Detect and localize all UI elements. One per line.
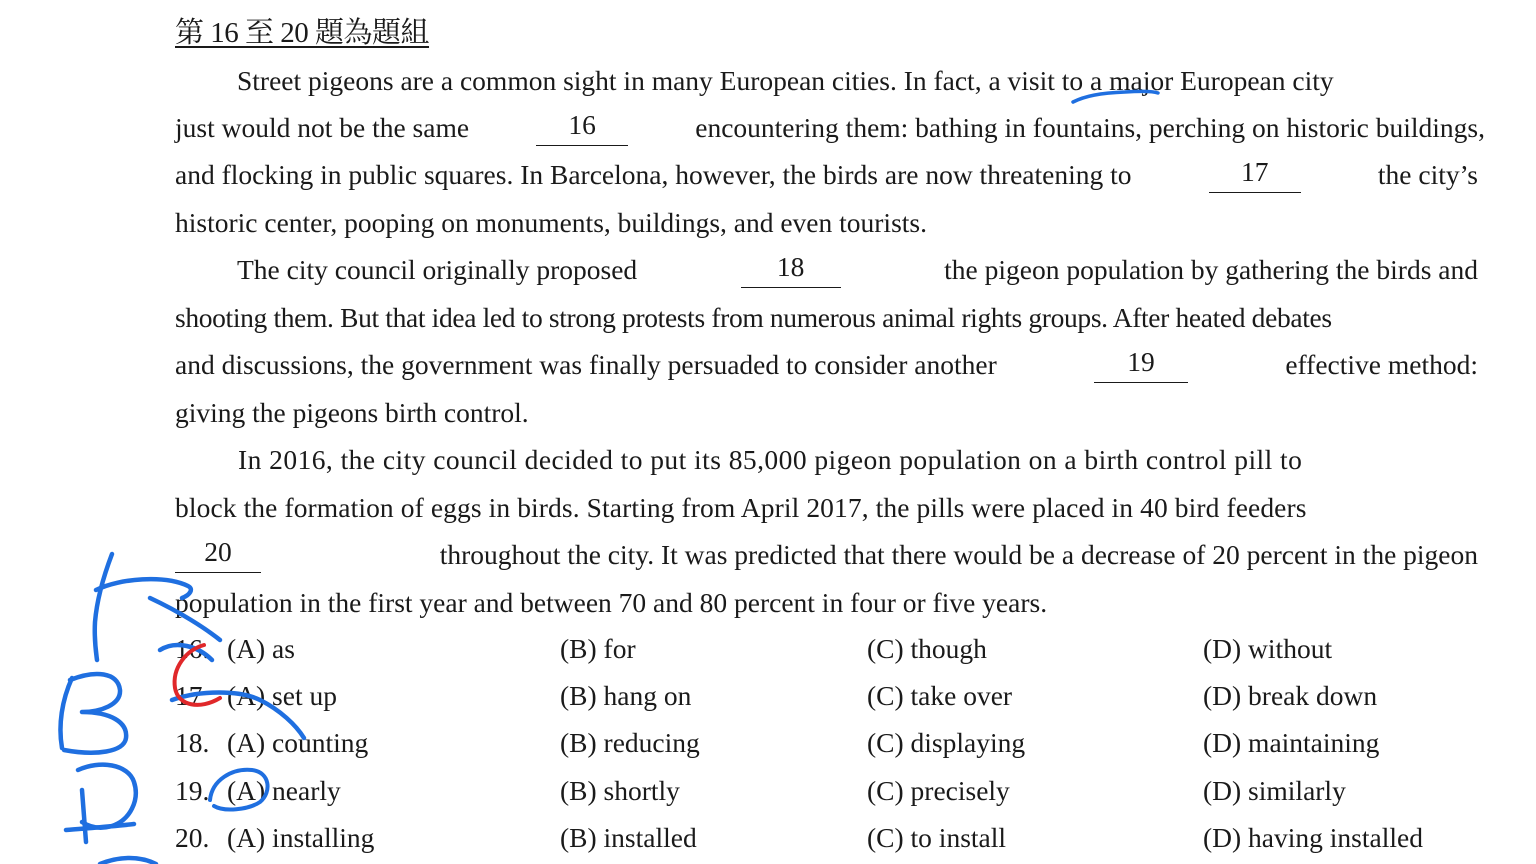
- text: Street pigeons are a common sight in many European cities. In fact, a visit to a major European city: [237, 65, 1334, 96]
- text: just would not be the same: [175, 112, 470, 143]
- paragraph-1-line-4: [175, 205, 1478, 241]
- option-a: (A) installing: [227, 822, 375, 853]
- question-19-options: [175, 773, 1505, 809]
- question-number: 18.: [175, 727, 210, 758]
- option-d: (D) without: [1203, 633, 1333, 664]
- option-b: (B) shortly: [560, 775, 680, 806]
- question-17-options: [175, 678, 1505, 714]
- option-c: (C) precisely: [867, 775, 1010, 806]
- blank-18: 18: [741, 252, 841, 288]
- option-b: (B) installed: [560, 822, 697, 853]
- option-a: (A) nearly: [227, 775, 341, 806]
- text: the pigeon population by gathering the birds and: [944, 254, 1478, 285]
- paragraph-2-line-3: [175, 347, 1478, 383]
- option-d: (D) maintaining: [1203, 727, 1380, 758]
- text: historic center, pooping on monuments, buildings, and even tourists.: [175, 207, 927, 238]
- paragraph-1-line-2: [175, 110, 1485, 146]
- blank-19: 19: [1094, 347, 1188, 383]
- paragraph-3-line-2: [175, 490, 1478, 526]
- paragraph-1-line-1: [237, 63, 1478, 99]
- option-b: (B) hang on: [560, 680, 692, 711]
- paragraph-2-line-1: [237, 252, 1478, 288]
- text: effective method:: [1285, 349, 1478, 380]
- text: the city’s: [1377, 159, 1478, 190]
- question-number: 17.: [175, 680, 210, 711]
- question-18-options: [175, 725, 1505, 761]
- paragraph-2-line-4: [175, 395, 1478, 431]
- option-c: (C) though: [867, 633, 987, 664]
- text: The city council originally proposed: [237, 254, 638, 285]
- section-heading: 第 16 至 20 題為題組: [175, 17, 430, 49]
- option-a: (A) set up: [227, 680, 337, 711]
- blank-20: 20: [175, 537, 261, 573]
- question-20-options: [175, 820, 1505, 856]
- paragraph-3-line-4: [175, 585, 1478, 621]
- text: throughout the city. It was predicted that there would be a decrease of 20 percent in the pigeon: [439, 539, 1478, 570]
- ink-letter-d: [78, 765, 136, 828]
- paragraph-2-line-2: [175, 300, 1478, 336]
- blank-16: 16: [536, 110, 628, 146]
- option-a: (A) counting: [227, 727, 369, 758]
- text: shooting them. But that idea led to strong protests from numerous animal rights groups. After heated debates: [175, 302, 1332, 333]
- question-number: 19.: [175, 775, 210, 806]
- text: population in the first year and between 70 and 80 percent in four or five years.: [175, 587, 1048, 618]
- option-c: (C) to install: [867, 822, 1007, 853]
- text: and flocking in public squares. In Barcelona, however, the birds are now threatening to: [175, 159, 1132, 190]
- option-b: (B) reducing: [560, 727, 700, 758]
- question-number: 20.: [175, 822, 210, 853]
- ink-bottom-curve: [100, 858, 156, 864]
- option-d: (D) similarly: [1203, 775, 1346, 806]
- question-number: 16.: [175, 633, 210, 664]
- text: giving the pigeons birth control.: [175, 397, 529, 428]
- text: and discussions, the government was finally persuaded to consider another: [175, 349, 997, 380]
- option-c: (C) take over: [867, 680, 1013, 711]
- paragraph-3-line-1: [238, 442, 1478, 478]
- paragraph-1-line-3: [175, 157, 1478, 193]
- ink-letter-d-stroke: [66, 790, 134, 842]
- text: block the formation of eggs in birds. Starting from April 2017, the pills were placed in 40 bird feeders: [175, 492, 1307, 523]
- blank-17: 17: [1209, 157, 1301, 193]
- ink-letter-b: [60, 674, 126, 753]
- text: In 2016, the city council decided to put its 85,000 pigeon population on a birth control pill to: [238, 444, 1303, 475]
- paragraph-3-line-3: [175, 537, 1478, 573]
- option-a: (A) as: [227, 633, 295, 664]
- option-d: (D) having installed: [1203, 822, 1423, 853]
- text: encountering them: bathing in fountains, perching on historic buildings,: [695, 112, 1485, 143]
- option-c: (C) displaying: [867, 727, 1026, 758]
- question-16-options: [175, 631, 1505, 667]
- ink-letter-f: [95, 554, 112, 660]
- option-b: (B) for: [560, 633, 636, 664]
- option-d: (D) break down: [1203, 680, 1378, 711]
